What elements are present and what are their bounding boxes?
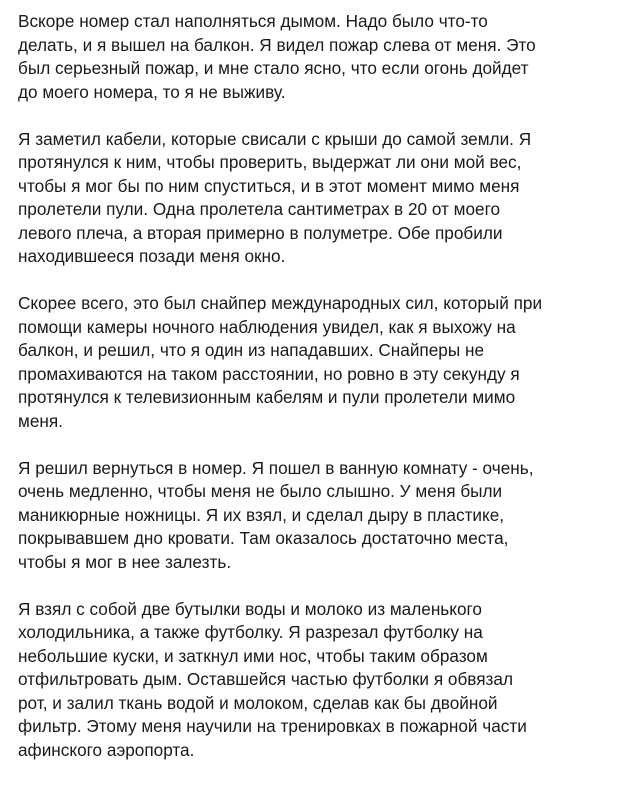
- text-line: фильтр. Этому меня научили на тренировках в пожарной части: [18, 716, 527, 736]
- paragraph-5: [18, 598, 608, 763]
- text-line: до моего номера, то я не выживу.: [18, 81, 286, 102]
- text-line: рот, и залил ткань водой и молоком, сделав как бы двойной: [18, 692, 498, 713]
- text-line: находившееся позади меня окно.: [18, 246, 286, 266]
- text-line: маникюрные ножницы. Я их взял, и сделал дыру в пластике,: [18, 504, 505, 525]
- paragraph-1: [18, 10, 608, 104]
- text-line: промахиваются на таком расстоянии, но ровно в эту секунду я: [18, 363, 520, 384]
- text-line: был серьезный пожар, и мне стало ясно, что если огонь дойдет: [18, 58, 529, 78]
- text-line: Вскоре номер стал наполняться дымом. Надо было что-то: [18, 11, 488, 31]
- text-line: отфильтровать дым. Оставшейся частью футболки я обвязал: [18, 669, 514, 689]
- text-line: чтобы я мог в нее залезть.: [18, 551, 232, 572]
- text-line: Я взял с собой две бутылки воды и молоко из маленького: [18, 598, 482, 619]
- text-line: пролетели пули. Одна пролетела сантиметрах в 20 от моего: [18, 199, 501, 219]
- text-line: чтобы я мог бы по ним спуститься, и в этот момент мимо меня: [18, 175, 520, 196]
- paragraph-4: [18, 457, 608, 575]
- text-line: очень медленно, чтобы меня не было слышно. У меня были: [18, 481, 503, 501]
- text-line: холодильника, а также футболку. Я разрезал футболку на: [18, 622, 483, 642]
- text-line: небольшие куски, и заткнул ими нос, чтобы таким образом: [18, 645, 488, 666]
- text-line: делать, и я вышел на балкон. Я видел пожар слева от меня. Это: [18, 34, 536, 55]
- text-line: левого плеча, а вторая примерно в полуметре. Обе пробили: [18, 222, 503, 243]
- text-line: балкон, и решил, что я один из нападавших. Снайперы не: [18, 340, 485, 360]
- text-line: помощи камеры ночного наблюдения увидел, как я выхожу на: [18, 316, 516, 337]
- text-line: Я решил вернуться в номер. Я пошел в ванную комнату - очень,: [18, 457, 534, 478]
- text-line: Я заметил кабели, которые свисали с крыши до самой земли. Я: [18, 128, 532, 149]
- document-body: [18, 10, 608, 786]
- text-line: протянулся к ним, чтобы проверить, выдержат ли они мой вес,: [18, 152, 522, 172]
- text-line: покрывавшем дно кровати. Там оказалось достаточно места,: [18, 528, 509, 548]
- text-line: меня.: [18, 410, 63, 431]
- text-line: Скорее всего, это был снайпер международных сил, который при: [18, 293, 543, 313]
- paragraph-3: [18, 292, 608, 433]
- text-line: афинского аэропорта.: [18, 739, 195, 760]
- text-line: протянулся к телевизионным кабелям и пули пролетели мимо: [18, 387, 516, 407]
- paragraph-2: [18, 128, 608, 269]
